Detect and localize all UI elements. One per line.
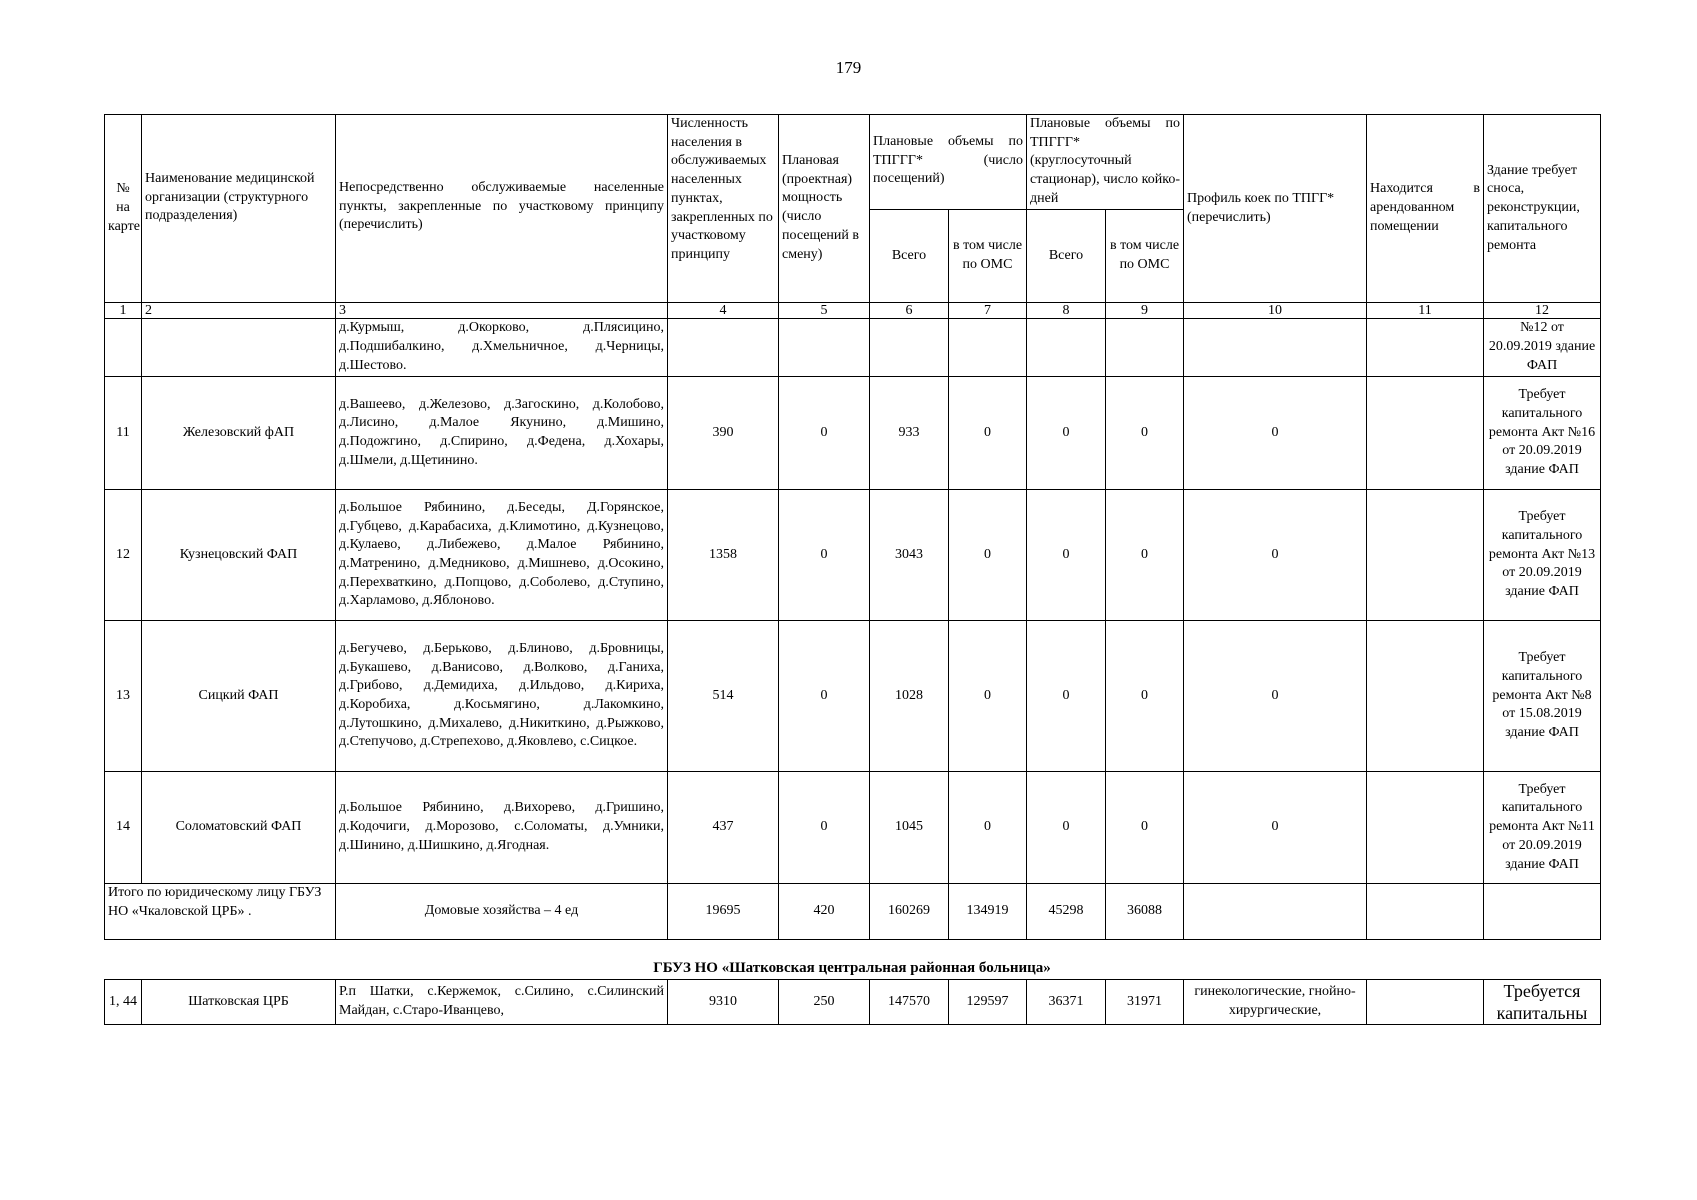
row-capacity: 0: [779, 772, 870, 884]
row-settlements: д.Бегучево, д.Берьково, д.Блиново, д.Бровницы, д.Букашево, д.Ванисово, д.Волково, д.Ганиха, д.Грибово, д.Демидиха, д.Ильдово, д.Кириха, д.Коробиха, д.Косьмягино, д.Лакомкино, д.Лутошкино, д.Михалево, д.Никиткино, д.Рыжково, д.Степучово, д.Стрепехово, д.Яковлево, с.Сицкое.: [336, 621, 668, 772]
row-settlements: д.Большое Рябинино, д.Вихорево, д.Гришино, д.Кодочиги, д.Морозово, с.Соломаты, д.Умники, д.Шинино, д.Шишкино, д.Ягодная.: [336, 772, 668, 884]
table-row: [105, 377, 1601, 490]
row-num: 14: [105, 772, 142, 884]
page-number: 179: [835, 58, 862, 77]
header-capacity: Плановая (проектная) мощность (число посещений в смену): [779, 115, 870, 303]
total-visits-total: 160269: [870, 884, 949, 940]
col-index-cell: 5: [779, 303, 870, 319]
row-beds-oms: [1106, 319, 1184, 377]
total-rented: [1367, 884, 1484, 940]
row-visits-oms: 0: [949, 490, 1027, 621]
row-visits-oms: 0: [949, 621, 1027, 772]
row-name: Шатковская ЦРБ: [142, 980, 336, 1025]
col-index-cell: 2: [142, 303, 336, 319]
row-capacity: 250: [779, 980, 870, 1025]
row-settlements: д.Вашеево, д.Железово, д.Загоскино, д.Колобово, д.Лисино, д.Малое Якунино, д.Мишино, д.Подожгино, д.Спирино, д.Федена, д.Хохары, д.Шмели, д.Щетинино.: [336, 377, 668, 490]
row-visits-total: 1028: [870, 621, 949, 772]
row-visits-oms: 129597: [949, 980, 1027, 1025]
row-num: [105, 319, 142, 377]
section-title: ГБУЗ НО «Шатковская центральная районная больница»: [653, 960, 1051, 976]
table-row: [105, 319, 1601, 377]
header-visits-total: Всего: [870, 210, 949, 303]
row-population: [668, 319, 779, 377]
total-households: Домовые хозяйства – 4 ед: [336, 884, 668, 940]
row-visits-total: 933: [870, 377, 949, 490]
row-rented: [1367, 490, 1484, 621]
total-visits-oms: 134919: [949, 884, 1027, 940]
row-capacity: 0: [779, 490, 870, 621]
header-beds: Плановые объемы по ТПГГГ* (круглосуточный стационар), число койко-дней: [1027, 115, 1184, 210]
header-visits: Плановые объемы по ТПГГГ* (число посещений): [870, 115, 1027, 210]
header-row: [105, 115, 1601, 210]
header-beds-oms: в том числе по ОМС: [1106, 210, 1184, 303]
row-visits-total: 1045: [870, 772, 949, 884]
row-building: №12 от 20.09.2019 здание ФАП: [1484, 319, 1601, 377]
header-org-name: Наименование медицинской организации (структурного подразделения): [142, 115, 336, 303]
row-num: 1, 44: [105, 980, 142, 1025]
row-bed-profile: 0: [1184, 377, 1367, 490]
row-visits-oms: [949, 319, 1027, 377]
row-building: Требуется капитальны: [1484, 980, 1601, 1025]
row-name: Соломатовский ФАП: [142, 772, 336, 884]
col-index-cell: 12: [1484, 303, 1601, 319]
row-bed-profile: 0: [1184, 772, 1367, 884]
header-num: № на карте: [105, 115, 142, 303]
row-population: 437: [668, 772, 779, 884]
row-capacity: 0: [779, 377, 870, 490]
total-population: 19695: [668, 884, 779, 940]
header-beds-total: Всего: [1027, 210, 1106, 303]
row-rented: [1367, 377, 1484, 490]
column-index-row: [105, 303, 1601, 319]
row-population: 514: [668, 621, 779, 772]
facilities-table: [104, 114, 1601, 940]
row-visits-oms: 0: [949, 772, 1027, 884]
row-settlements: Р.п Шатки, с.Кержемок, с.Силино, с.Силинский Майдан, с.Старо-Иванцево,: [336, 980, 668, 1025]
col-index-cell: 7: [949, 303, 1027, 319]
row-beds-total: 0: [1027, 621, 1106, 772]
row-name: Сицкий ФАП: [142, 621, 336, 772]
row-beds-total: 0: [1027, 772, 1106, 884]
row-num: 13: [105, 621, 142, 772]
row-visits-total: 147570: [870, 980, 949, 1025]
row-building: Требует капитального ремонта Акт №16 от 20.09.2019 здание ФАП: [1484, 377, 1601, 490]
row-beds-oms: 0: [1106, 621, 1184, 772]
row-bed-profile: 0: [1184, 490, 1367, 621]
col-index-cell: 10: [1184, 303, 1367, 319]
total-capacity: 420: [779, 884, 870, 940]
header-building: Здание требует сноса, реконструкции, капитального ремонта: [1484, 115, 1601, 303]
col-index-cell: 9: [1106, 303, 1184, 319]
row-name: [142, 319, 336, 377]
total-row: [105, 884, 1601, 940]
row-bed-profile: гинекологические, гнойно-хирургические,: [1184, 980, 1367, 1025]
col-index-cell: 4: [668, 303, 779, 319]
total-label: Итого по юридическому лицу ГБУЗ НО «Чкаловской ЦРБ» .: [105, 884, 336, 940]
row-rented: [1367, 319, 1484, 377]
row-capacity: [779, 319, 870, 377]
row-settlements: д.Курмыш, д.Окорково, д.Плясицино, д.Подшибалкино, д.Хмельничное, д.Черницы, д.Шестово.: [336, 319, 668, 377]
header-population: Численность населения в обслуживаемых населенных пунктах, закрепленных по участковому принципу: [668, 115, 779, 303]
row-rented: [1367, 980, 1484, 1025]
col-index-cell: 1: [105, 303, 142, 319]
row-beds-oms: 0: [1106, 772, 1184, 884]
row-beds-oms: 0: [1106, 377, 1184, 490]
row-name: Кузнецовский ФАП: [142, 490, 336, 621]
row-population: 9310: [668, 980, 779, 1025]
row-num: 12: [105, 490, 142, 621]
row-population: 1358: [668, 490, 779, 621]
table-row: [105, 621, 1601, 772]
table-row: [105, 490, 1601, 621]
row-building: Требует капитального ремонта Акт №13 от 20.09.2019 здание ФАП: [1484, 490, 1601, 621]
row-num: 11: [105, 377, 142, 490]
row-population: 390: [668, 377, 779, 490]
table-row: [105, 980, 1601, 1025]
row-name: Железовский фАП: [142, 377, 336, 490]
row-visits-total: 3043: [870, 490, 949, 621]
header-bed-profile: Профиль коек по ТПГГ* (перечислить): [1184, 115, 1367, 303]
row-beds-total: 0: [1027, 490, 1106, 621]
col-index-cell: 3: [336, 303, 668, 319]
header-visits-oms: в том числе по ОМС: [949, 210, 1027, 303]
row-beds-total: 0: [1027, 377, 1106, 490]
header-rented: Находится в арендованном помещении: [1367, 115, 1484, 303]
row-building: Требует капитального ремонта Акт №8 от 15.08.2019 здание ФАП: [1484, 621, 1601, 772]
table-row: [105, 772, 1601, 884]
total-bed-profile: [1184, 884, 1367, 940]
col-index-cell: 8: [1027, 303, 1106, 319]
row-bed-profile: [1184, 319, 1367, 377]
row-building: Требует капитального ремонта Акт №11 от 20.09.2019 здание ФАП: [1484, 772, 1601, 884]
row-settlements: д.Большое Рябинино, д.Беседы, Д.Горянское, д.Губцево, д.Карабасиха, д.Климотино, д.Кузнецово, д.Кулаево, д.Либежево, д.Малое Рябинино, д.Матренино, д.Медниково, д.Мишнево, д.Осокино, д.Перехваткино, д.Попцово, д.Соболево, д.Ступино, д.Харламово, д.Яблоново.: [336, 490, 668, 621]
row-visits-total: [870, 319, 949, 377]
row-visits-oms: 0: [949, 377, 1027, 490]
total-building: [1484, 884, 1601, 940]
total-beds-total: 45298: [1027, 884, 1106, 940]
row-bed-profile: 0: [1184, 621, 1367, 772]
row-beds-oms: 31971: [1106, 980, 1184, 1025]
header-settlements: Непосредственно обслуживаемые населенные пункты, закрепленные по участковому принципу (перечислить): [336, 115, 668, 303]
col-index-cell: 6: [870, 303, 949, 319]
row-rented: [1367, 621, 1484, 772]
row-capacity: 0: [779, 621, 870, 772]
row-beds-oms: 0: [1106, 490, 1184, 621]
row-beds-total: [1027, 319, 1106, 377]
row-rented: [1367, 772, 1484, 884]
total-beds-oms: 36088: [1106, 884, 1184, 940]
shatki-table: [104, 979, 1601, 1025]
row-beds-total: 36371: [1027, 980, 1106, 1025]
col-index-cell: 11: [1367, 303, 1484, 319]
